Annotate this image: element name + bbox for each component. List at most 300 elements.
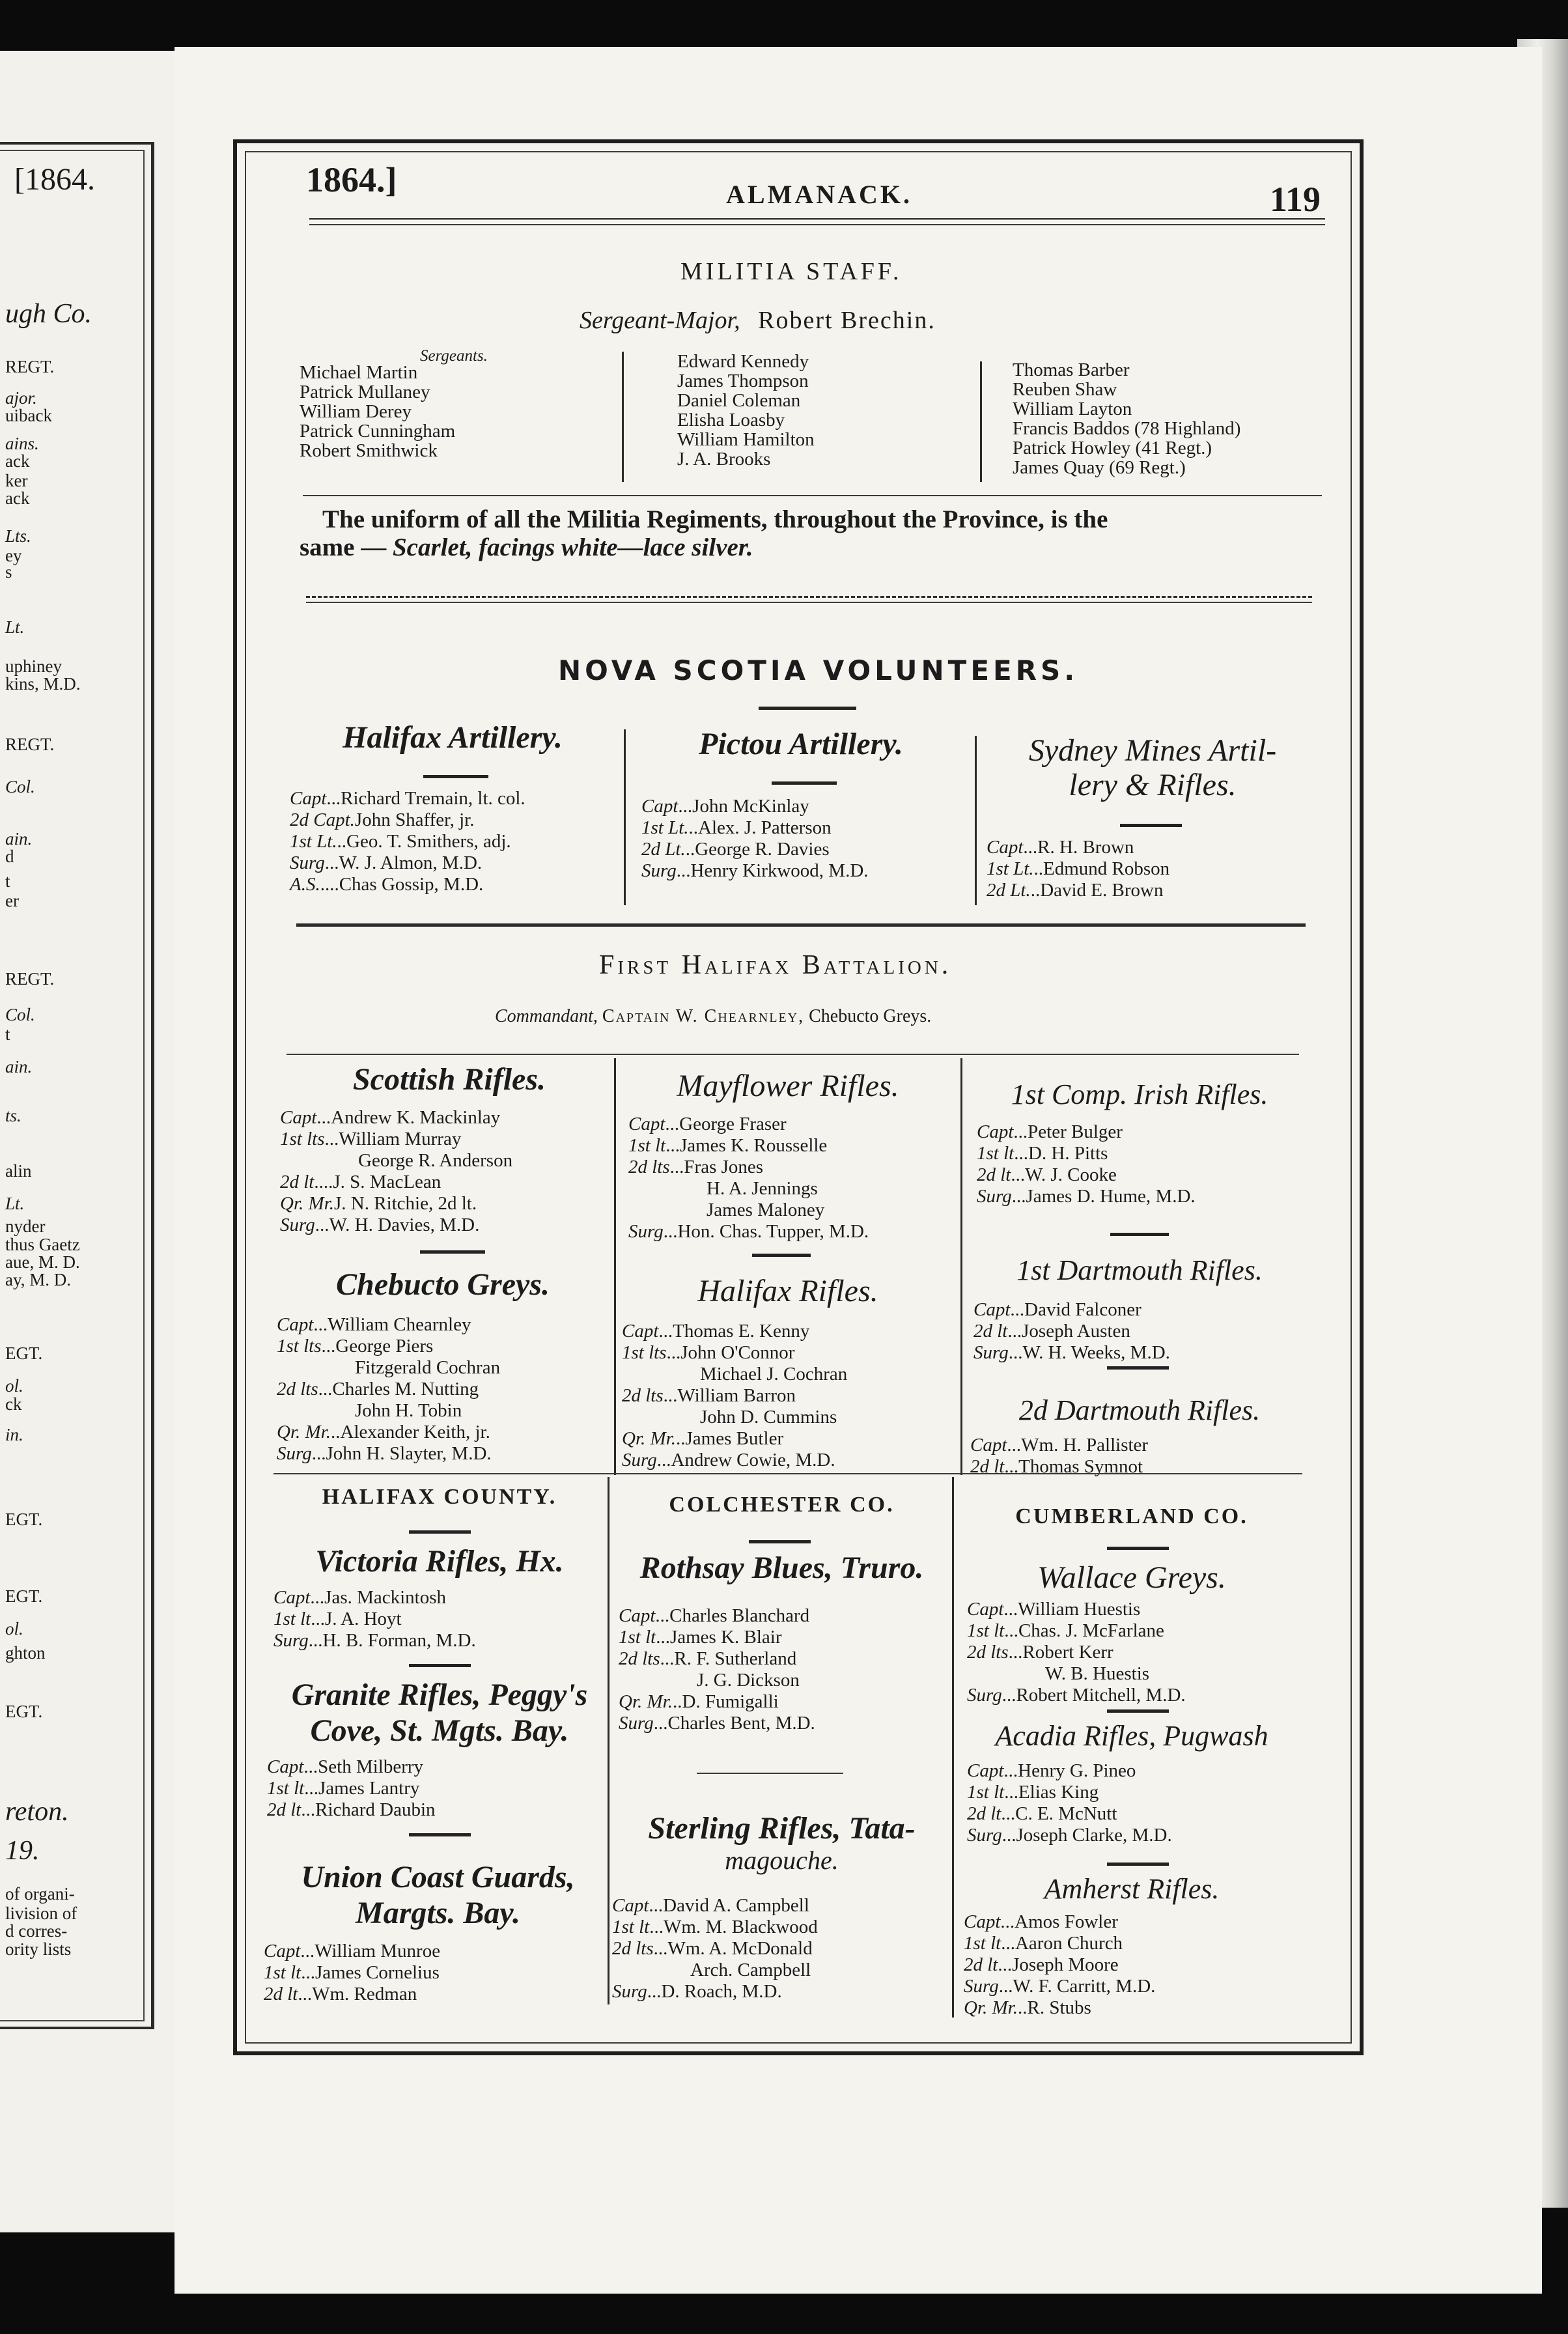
officer-name: ...Seth Milberry [303, 1756, 424, 1777]
header-year: 1864.] [306, 160, 397, 199]
officer-rank: 1st lt [619, 1627, 656, 1648]
officer-rank: Capt [987, 837, 1024, 858]
officer-name: ...Amos Fowler [1000, 1911, 1118, 1932]
left-page-line: ol. [5, 1619, 23, 1638]
officer-name: ...Wm. M. Blackwood [649, 1917, 818, 1937]
commandant-line [495, 1006, 931, 1027]
officer-rank: Capt [290, 788, 327, 809]
officer-row [622, 1342, 847, 1364]
sergeant-name: Michael Martin [300, 362, 418, 383]
officer-row [628, 1178, 869, 1200]
officer-row [967, 1825, 1172, 1846]
chebucto-greys-officers [277, 1314, 500, 1465]
officer-name: ..Alexander Keith, jr. [331, 1422, 490, 1442]
officer-name: ...Joseph Austen [1007, 1321, 1130, 1342]
sergeant-name: Thomas Barber [1013, 359, 1130, 380]
officer-row [264, 1984, 440, 2005]
officer-name: ...Andrew Cowie, M.D. [656, 1450, 835, 1470]
irish-rifles-rule [1110, 1233, 1169, 1236]
left-page-line: reton. [5, 1797, 69, 1827]
officer-name: ...William Murray [324, 1129, 462, 1149]
commandant-unit: Chebucto Greys. [809, 1006, 932, 1026]
officer-rank: 2d lt [964, 1954, 998, 1975]
officer-row [628, 1114, 869, 1135]
officer-row [267, 1799, 436, 1821]
officer-name: ...Fras Jones [669, 1157, 764, 1177]
sydney-mines-rule [1120, 824, 1182, 827]
sergeant-name: Daniel Coleman [677, 390, 801, 411]
officer-row [973, 1299, 1170, 1321]
officer-name: ...Elias King [1004, 1782, 1099, 1803]
officer-name: ...Charles Bent, M.D. [653, 1713, 815, 1734]
officer-rank: 1st lt [967, 1782, 1005, 1803]
officer-row [280, 1172, 512, 1193]
officer-name: ...David A. Campbell [649, 1895, 809, 1916]
officer-row [277, 1336, 500, 1357]
left-page-header: [1864. [14, 162, 95, 197]
officer-rank: Surg [977, 1186, 1012, 1207]
left-page-line: Col. [5, 777, 35, 796]
officer-rank: 1st lt [267, 1778, 305, 1799]
left-facing-page [0, 51, 199, 2232]
left-page-line: EGT. [5, 1586, 43, 1606]
officer-name: J. G. Dickson [697, 1670, 800, 1691]
officer-row [277, 1422, 500, 1443]
officer-name: Fitzgerald Cochran [355, 1357, 501, 1378]
officer-name: ...Charles Blanchard [655, 1605, 810, 1626]
first-dartmouth-rule [1107, 1366, 1169, 1370]
officer-rank: 1st lt [264, 1962, 301, 1983]
officer-row [964, 1954, 1155, 1976]
sergeant-name: Elisha Loasby [677, 410, 785, 430]
officer-row [290, 809, 525, 831]
amherst-rifles-officers [964, 1911, 1155, 2019]
cumberland-county-title: CUMBERLAND CO. [1015, 1504, 1248, 1528]
officer-row [964, 1997, 1155, 2019]
cumberland-county-rule [1107, 1547, 1169, 1550]
halifax-rifles-officers [622, 1321, 847, 1471]
left-page-line: ey [5, 546, 22, 565]
left-page-line: ack [5, 451, 30, 471]
left-page-line: Lt. [5, 1194, 25, 1213]
officer-rank: Capt [628, 1114, 665, 1134]
officer-name: ...Chas. J. McFarlane [1004, 1620, 1164, 1641]
officer-rank: Surg [612, 1981, 647, 2002]
colchester-county-title: COLCHESTER CO. [669, 1493, 895, 1517]
officer-row [967, 1599, 1186, 1620]
officer-row [290, 874, 525, 895]
victoria-rifles-rule [409, 1664, 471, 1667]
sydney-mines-title-1: Sydney Mines Artil- [1028, 733, 1277, 768]
officer-rank: Surg [964, 1976, 999, 1997]
officer-name: ...Wm. Redman [298, 1984, 417, 2004]
left-page-line: 19. [5, 1836, 40, 1866]
officer-name: ...R. F. Sutherland [660, 1648, 797, 1669]
officer-name: ...David Falconer [1010, 1299, 1141, 1320]
officer-name: ..Alex. J. Patterson [688, 817, 832, 838]
acadia-rifles-rule [1107, 1863, 1169, 1866]
officer-name: Arch. Campbell [690, 1960, 811, 1980]
officer-name: ...William Barron [663, 1385, 796, 1406]
left-page-line: ajor. [5, 388, 37, 408]
officer-name: ...Jas. Mackintosh [310, 1587, 447, 1608]
officer-name: John Shaffer, jr. [354, 809, 475, 830]
officer-rank: 1st Lt. [987, 858, 1034, 879]
officer-row [619, 1648, 815, 1670]
officer-name: George R. Anderson [358, 1150, 513, 1171]
officer-name: Michael J. Cochran [700, 1364, 848, 1385]
officer-rank: Qr. Mr. [619, 1691, 673, 1712]
mayflower-rifles-rule [752, 1254, 811, 1257]
officer-name: ...W. H. Davies, M.D. [315, 1215, 480, 1235]
sergeant-name: Patrick Howley (41 Regt.) [1013, 438, 1212, 458]
officer-name: J. N. Ritchie, 2d lt. [334, 1193, 477, 1214]
commandant-label: Commandant, [495, 1006, 598, 1026]
officer-row [987, 880, 1169, 901]
victoria-rifles-officers [273, 1587, 476, 1652]
officer-rank: Capt [973, 1299, 1011, 1320]
battalion-divider-1 [614, 1058, 616, 1475]
header-title: ALMANACK. [726, 180, 912, 209]
officer-row [612, 1938, 818, 1960]
mayflower-rifles-officers [628, 1114, 869, 1243]
officer-name: ...William Chearnley [313, 1314, 471, 1335]
officer-rank: 2d lts [622, 1385, 664, 1406]
officer-row [641, 839, 869, 860]
officer-rank: 2d lts [277, 1379, 318, 1399]
officer-row [280, 1150, 512, 1172]
officer-name: ..Geo. T. Smithers, adj. [337, 831, 511, 852]
left-page-line: EGT. [5, 1510, 43, 1529]
officer-row [967, 1782, 1172, 1803]
officer-name: ...George Piers [321, 1336, 434, 1357]
officer-name: ...Richard Tremain, lt. col. [326, 788, 525, 809]
officer-row [628, 1157, 869, 1178]
officer-rank: Capt [612, 1895, 649, 1916]
officer-name: ...Henry Kirkwood, M.D. [676, 860, 869, 881]
left-page-line: ker [5, 471, 28, 490]
officer-rank: 2d lts [967, 1642, 1009, 1663]
sergeant-name: J. A. Brooks [677, 449, 771, 470]
officer-rank: A.S. [290, 874, 320, 895]
officer-name: ...Thomas E. Kenny [658, 1321, 810, 1342]
officer-row [967, 1760, 1172, 1782]
amherst-rifles-title: Amherst Rifles. [1044, 1873, 1220, 1905]
officer-rank: 1st lt [612, 1917, 650, 1937]
officer-name: John D. Cummins [700, 1407, 837, 1427]
officer-row [964, 1911, 1155, 1933]
officer-rank: 2d lt [267, 1799, 301, 1820]
officer-rank: 1st lt [273, 1609, 311, 1629]
sergeant-major-line [580, 306, 936, 335]
page-number: 119 [1270, 180, 1321, 219]
rothsay-blues-officers [619, 1605, 815, 1734]
sterling-rifles-officers [612, 1895, 818, 2003]
officer-rank: Surg [622, 1450, 657, 1470]
officer-name: ...Aaron Church [1001, 1933, 1123, 1954]
left-page-line: ghton [5, 1643, 46, 1663]
officer-name: ...Joseph Moore [998, 1954, 1119, 1975]
officer-rank: 2d lt [973, 1321, 1008, 1342]
wallace-greys-title: Wallace Greys. [1037, 1560, 1226, 1595]
left-page-line: kins, M.D. [5, 674, 81, 694]
officer-row [612, 1917, 818, 1938]
union-coast-guards-title-1: Union Coast Guards, [301, 1860, 575, 1894]
granite-rifles-officers [267, 1756, 436, 1821]
officer-row [973, 1321, 1170, 1342]
officer-rank: Capt [619, 1605, 656, 1626]
officer-row [641, 796, 869, 817]
officer-name: ...C. E. McNutt [1001, 1803, 1117, 1824]
left-page-line: ack [5, 488, 30, 508]
officer-name: ...Robert Mitchell, M.D. [1001, 1685, 1186, 1706]
officer-rank: 2d lts [619, 1648, 660, 1669]
officer-name: ...John O'Connor [666, 1342, 795, 1363]
officer-name: ..R. Stubs [1018, 1997, 1091, 2018]
officer-rank: 1st lts [277, 1336, 322, 1357]
officer-name: ...James K. Rousselle [665, 1135, 828, 1156]
halifax-rifles-title: Halifax Rifles. [697, 1274, 878, 1308]
left-page-line: ain. [5, 829, 33, 849]
officer-row [267, 1756, 436, 1778]
left-page-line: d [5, 847, 14, 866]
first-dartmouth-title: 1st Dartmouth Rifles. [1016, 1254, 1263, 1286]
left-page-line: ay, M. D. [5, 1270, 71, 1289]
officer-name: ...J. A. Hoyt [311, 1609, 402, 1629]
header-rule [309, 218, 1325, 225]
officer-row [967, 1803, 1172, 1825]
left-page-line: EGT. [5, 1702, 43, 1721]
uniform-line-2-b: Scarlet, facings white—lace silver. [392, 533, 753, 561]
sydney-mines-title-2: lery & Rifles. [1069, 768, 1237, 802]
officer-row [280, 1129, 512, 1150]
halifax-artillery-officers [290, 788, 525, 895]
left-page-line: thus Gaetz [5, 1235, 80, 1254]
granite-rifles-title-2: Cove, St. Mgts. Bay. [310, 1713, 569, 1748]
officer-rank: Surg [273, 1630, 309, 1651]
officer-row [967, 1685, 1186, 1706]
officer-name: ...George Fraser [665, 1114, 787, 1134]
second-dartmouth-officers [970, 1435, 1148, 1478]
halifax-county-rule [409, 1530, 471, 1534]
officer-rank: Capt [273, 1587, 311, 1608]
officer-row [612, 1960, 818, 1981]
officer-rank: 2d lt [967, 1803, 1001, 1824]
officer-rank: 1st lt [977, 1143, 1015, 1164]
granite-rifles-rule [409, 1833, 471, 1836]
left-page-line: in. [5, 1425, 23, 1444]
wallace-greys-officers [967, 1599, 1186, 1706]
officer-row [280, 1215, 512, 1236]
officer-rank: Surg [290, 852, 325, 873]
officer-row [987, 858, 1169, 880]
officer-rank: Capt [977, 1121, 1014, 1142]
union-coast-guards-title-2: Margts. Bay. [356, 1896, 520, 1930]
left-page-line: t [5, 1024, 10, 1044]
sergeant-name: Francis Baddos (78 Highland) [1013, 418, 1241, 439]
left-page-line: t [5, 871, 10, 891]
officer-row [622, 1364, 847, 1385]
officer-rank: Surg [973, 1342, 1009, 1363]
union-coast-guards-officers [264, 1941, 440, 2005]
officer-name: ..James Butler [676, 1428, 784, 1449]
officer-row [622, 1450, 847, 1471]
officer-row [967, 1663, 1186, 1685]
officer-rank: 2d lt [280, 1172, 315, 1192]
officer-row [970, 1435, 1148, 1456]
halifax-county-title: HALIFAX COUNTY. [322, 1485, 557, 1509]
officer-rank: Surg [280, 1215, 315, 1235]
volunteers-rule [296, 923, 1306, 927]
left-page-line: ority lists [5, 1939, 72, 1959]
officer-row [977, 1121, 1196, 1143]
officer-row [622, 1428, 847, 1450]
second-dartmouth-title: 2d Dartmouth Rifles. [1018, 1394, 1261, 1426]
officer-row [619, 1691, 815, 1713]
officer-rank: Capt [267, 1756, 304, 1777]
sergeant-name: James Quay (69 Regt.) [1013, 457, 1186, 478]
officer-name: ...Robert Kerr [1008, 1642, 1113, 1663]
officer-rank: Capt [277, 1314, 314, 1335]
scottish-rifles-rule [420, 1250, 485, 1254]
officer-rank: 2d Lt. [987, 880, 1031, 901]
staff-divider-2 [980, 361, 982, 482]
officer-rank: Qr. Mr. [277, 1422, 331, 1442]
sergeants-column-2 [677, 352, 815, 469]
left-page-line: ck [5, 1394, 22, 1414]
uniform-line-2 [300, 533, 753, 562]
officer-rank: 1st lt [964, 1933, 1001, 1954]
officer-rank: 2d lt [977, 1164, 1011, 1185]
left-page-line: er [5, 891, 19, 910]
officer-name: ...W. J. Cooke [1011, 1164, 1117, 1185]
officer-row [277, 1379, 500, 1400]
officer-name: ...D. Roach, M.D. [647, 1981, 782, 2002]
officer-row [964, 1976, 1155, 1997]
sergeants-column-1 [300, 363, 455, 460]
officer-rank: Qr. Mr. [964, 1997, 1018, 2018]
officer-row [622, 1385, 847, 1407]
officer-row [273, 1630, 476, 1652]
pictou-artillery-rule [772, 781, 837, 785]
officer-row [264, 1962, 440, 1984]
officer-name: ..David E. Brown [1030, 880, 1164, 901]
officer-rank: Capt [967, 1760, 1004, 1781]
left-page-line: Col. [5, 1005, 35, 1024]
officer-name: ...James Cornelius [301, 1962, 440, 1983]
officer-row [977, 1186, 1196, 1207]
officer-name: ..D. Fumigalli [673, 1691, 779, 1712]
left-page-line: uiback [5, 406, 52, 425]
officer-row [290, 831, 525, 852]
granite-rifles-title-1: Granite Rifles, Peggy's [291, 1678, 588, 1712]
officer-row [622, 1407, 847, 1428]
officer-rank: Qr. Mr. [280, 1193, 334, 1214]
officer-rank: 1st lt [967, 1620, 1005, 1641]
officer-name: ...Joseph Clarke, M.D. [1001, 1825, 1172, 1846]
sergeant-name: James Thompson [677, 371, 809, 391]
officer-name: ...W. J. Almon, M.D. [324, 852, 483, 873]
officer-row [619, 1670, 815, 1691]
officer-name: ....Chas Gossip, M.D. [320, 874, 484, 895]
officer-name: ...D. H. Pitts [1014, 1143, 1108, 1164]
officer-name: ...Wm. A. McDonald [653, 1938, 813, 1959]
sterling-rifles-title-1: Sterling Rifles, Tata- [648, 1811, 916, 1846]
officer-row [967, 1642, 1186, 1663]
officer-rank: Capt [264, 1941, 301, 1961]
officer-row [622, 1321, 847, 1342]
left-page-line: Lt. [5, 617, 25, 637]
halifax-artillery-rule [423, 775, 488, 778]
battalion-rule [287, 1054, 1299, 1055]
officer-row [970, 1456, 1148, 1478]
officer-rank: Surg [628, 1221, 664, 1242]
officer-row [267, 1778, 436, 1799]
officer-name: ...Thomas Symnot [1004, 1456, 1143, 1477]
officer-row [290, 852, 525, 874]
pictou-artillery-title: Pictou Artillery. [699, 727, 903, 761]
rothsay-blues-rule [697, 1773, 843, 1774]
officer-name: ...Hon. Chas. Tupper, M.D. [663, 1221, 869, 1242]
uniform-line-2-a: same — [300, 533, 387, 561]
rothsay-blues-title: Rothsay Blues, Truro. [639, 1551, 924, 1585]
officer-rank: Capt [964, 1911, 1001, 1932]
sergeant-name: Patrick Cunningham [300, 421, 456, 442]
officer-rank: 2d lt [264, 1984, 298, 2004]
officer-row [277, 1443, 500, 1465]
officer-row [619, 1713, 815, 1734]
officer-name: James Maloney [707, 1200, 825, 1220]
officer-row [977, 1164, 1196, 1186]
officer-row [277, 1314, 500, 1336]
officer-rank: 1st lts [622, 1342, 667, 1363]
officer-row [273, 1609, 476, 1630]
left-page-line: ains. [5, 434, 39, 453]
officer-name: ...Andrew K. Mackinlay [316, 1107, 501, 1128]
officer-name: ...Wm. H. Pallister [1007, 1435, 1149, 1455]
officer-rank: Surg [641, 860, 677, 881]
battalion-divider-2 [960, 1058, 962, 1475]
artillery-divider-1 [624, 729, 626, 905]
sydney-mines-officers [987, 837, 1169, 901]
sergeants-column-3 [1013, 360, 1240, 477]
sterling-rifles-title-2: magouche. [725, 1846, 839, 1875]
acadia-rifles-officers [967, 1760, 1172, 1846]
left-page-line: d corres- [5, 1921, 68, 1941]
scottish-rifles-officers [280, 1107, 512, 1236]
officer-row [612, 1981, 818, 2003]
sergeant-name: Patrick Mullaney [300, 382, 430, 402]
left-page-line: aue, M. D. [5, 1252, 80, 1272]
left-page-line: s [5, 562, 12, 582]
officer-name: ...Henry G. Pineo [1003, 1760, 1136, 1781]
volunteers-title-rule [759, 707, 856, 710]
officer-row [973, 1342, 1170, 1364]
officer-row [277, 1357, 500, 1379]
officer-rank: 1st Lt. [641, 817, 689, 838]
wallace-greys-rule [1107, 1709, 1169, 1713]
officer-rank: 2d lt [970, 1456, 1005, 1477]
left-page-line: ain. [5, 1057, 33, 1076]
left-page-line: REGT. [5, 969, 55, 989]
mayflower-rifles-title: Mayflower Rifles. [677, 1069, 899, 1103]
left-page-line: REGT. [5, 735, 55, 754]
staff-rule [303, 495, 1322, 496]
sergeant-major-name: Robert Brechin. [758, 307, 936, 334]
sergeant-major-label: Sergeant-Major, [580, 307, 740, 334]
officer-name: ...James Lantry [304, 1778, 420, 1799]
officer-row [628, 1221, 869, 1243]
